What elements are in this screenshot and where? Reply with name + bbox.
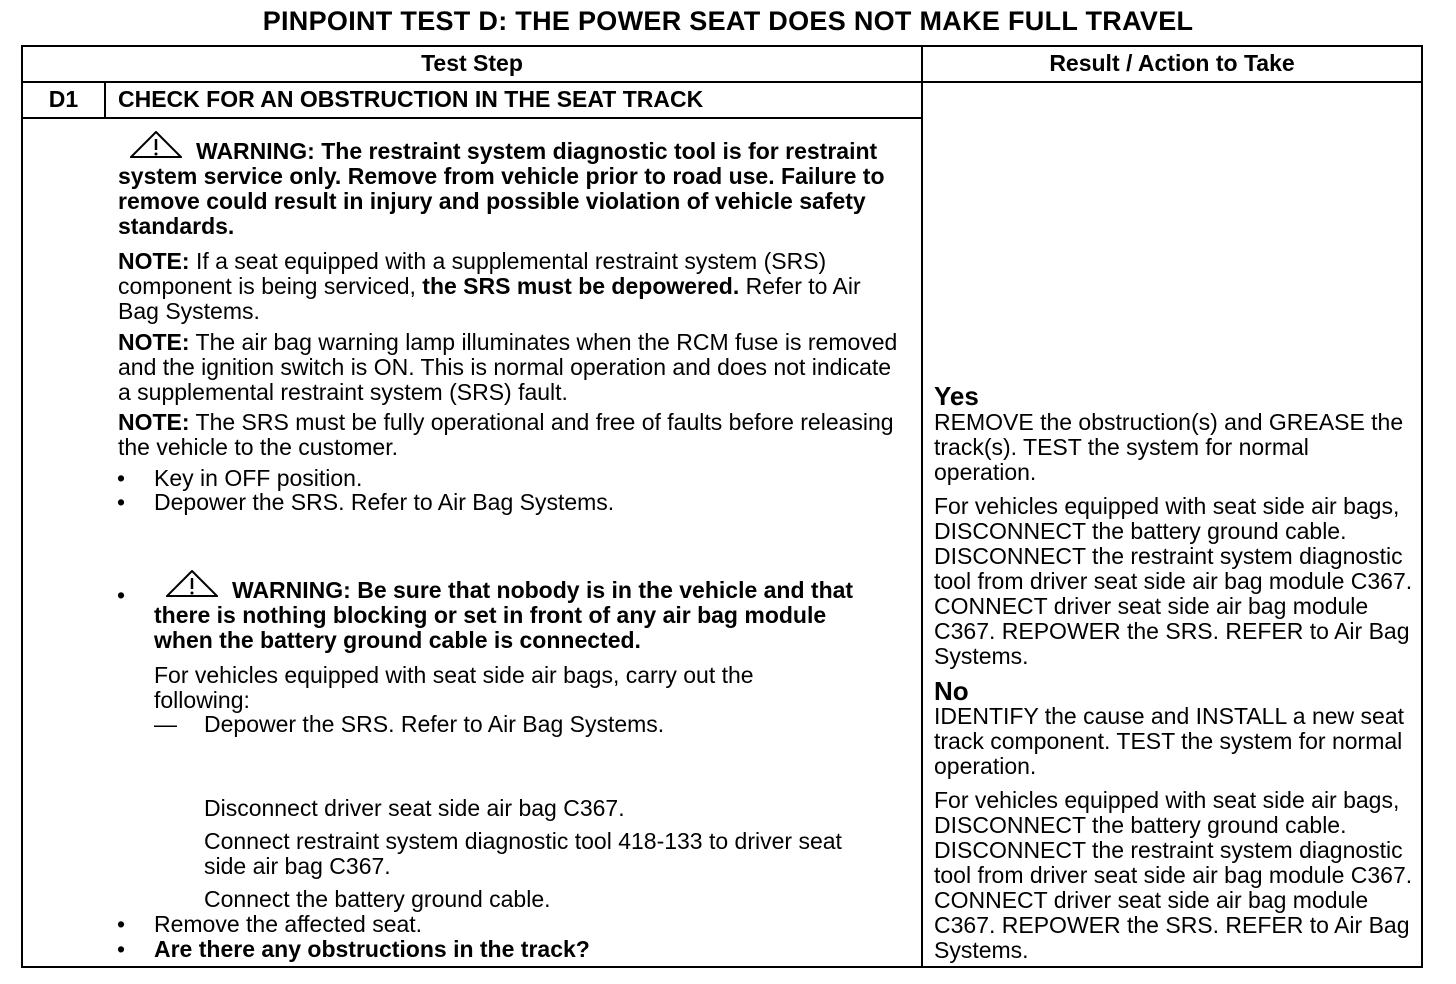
warning-label: WARNING: — [196, 138, 315, 164]
bullet-marker: • — [117, 489, 126, 515]
seat-side-intro: For vehicles equipped with seat side air bags, carry out the following: — [154, 662, 754, 713]
warning-block — [118, 131, 898, 239]
bullet-marker: • — [117, 936, 126, 962]
list-item: Disconnect driver seat side air bag C367. — [204, 795, 625, 821]
table-border-left — [21, 45, 23, 968]
header-divider — [22, 81, 1423, 83]
note-text: The air bag warning lamp illuminates when the RCM fuse is removed and the ignition switch is ON. This is normal operation and does not indicate a supplemental restraint system (SRS) fault. — [118, 329, 898, 405]
bullet-marker: • — [117, 465, 126, 491]
table-border-bottom — [22, 966, 1423, 968]
note-srs-operational — [118, 410, 898, 460]
warning-text: The restraint system diagnostic tool is for restraint system service only. Remove from vehicle prior to road use. Failure to remove could result in injury and possible violation of vehicle safety standards. — [118, 138, 885, 239]
list-item: Are there any obstructions in the track? — [154, 936, 590, 962]
table-border-top — [22, 45, 1423, 47]
dash-marker: — — [154, 711, 177, 737]
note-bold-text: the SRS must be depowered. — [422, 273, 740, 299]
list-item: Key in OFF position. — [154, 465, 363, 491]
list-item: Depower the SRS. Refer to Air Bag Systems. — [154, 489, 615, 515]
note-label: NOTE: — [118, 248, 190, 274]
header-result: Result / Action to Take — [1049, 50, 1295, 76]
warning-icon — [130, 131, 182, 164]
note-text: If a seat equipped with a supplemental restraint system (SRS) component is being serviced, — [118, 248, 827, 299]
step-id: D1 — [48, 86, 79, 112]
step-title-divider — [22, 117, 922, 119]
bullet-marker: • — [117, 911, 126, 937]
no-text: IDENTIFY the cause and INSTALL a new seat track component. TEST the system for normal operation. — [934, 703, 1405, 779]
list-item: Remove the affected seat. — [154, 911, 423, 937]
header-test-step: Test Step — [421, 50, 523, 76]
no-extra-text: For vehicles equipped with seat side air bags, DISCONNECT the battery ground cable. DISCONNECT the restraint system diagnostic tool from driver seat side air bag module C367. CONNECT driver seat side air bag module C367. REPOWER the SRS. REFER to Air Bag Systems. — [934, 787, 1413, 963]
yes-text: REMOVE the obstruction(s) and GREASE the track(s). TEST the system for normal operation. — [934, 409, 1404, 485]
note-text: The SRS must be fully operational and free of faults before releasing the vehicle to the customer. — [118, 409, 894, 460]
note-text: Refer to Air Bag Systems. — [118, 273, 861, 324]
column-divider — [921, 45, 923, 968]
note-label: NOTE: — [118, 409, 190, 435]
note-warning-lamp — [118, 330, 898, 405]
bullet-marker: • — [117, 582, 126, 608]
warning-icon — [166, 570, 218, 603]
no-label: No — [934, 676, 969, 706]
list-item: Depower the SRS. Refer to Air Bag Systems. — [204, 711, 665, 737]
list-item: Connect restraint system diagnostic tool 418-133 to driver seat side air bag C367. — [204, 828, 842, 879]
yes-extra-text: For vehicles equipped with seat side air bags, DISCONNECT the battery ground cable. DISCONNECT the restraint system diagnostic tool from driver seat side air bag module C367. CONNECT driver seat side air bag module C367. REPOWER the SRS. REFER to Air Bag Systems. — [934, 493, 1413, 669]
warning-block — [154, 570, 884, 653]
note-srs-depower — [118, 249, 898, 324]
note-label: NOTE: — [118, 329, 190, 355]
step-title: CHECK FOR AN OBSTRUCTION IN THE SEAT TRACK — [118, 86, 704, 112]
yes-label: Yes — [934, 381, 979, 411]
table-border-right — [1421, 45, 1423, 968]
list-item: Connect the battery ground cable. — [204, 886, 551, 912]
page-title: PINPOINT TEST D: THE POWER SEAT DOES NOT MAKE FULL TRAVEL — [262, 6, 1194, 36]
warning-text: Be sure that nobody is in the vehicle and that there is nothing blocking or set in front of any air bag module when the battery ground cable is connected. — [154, 577, 854, 653]
warning-label: WARNING: — [232, 577, 351, 603]
